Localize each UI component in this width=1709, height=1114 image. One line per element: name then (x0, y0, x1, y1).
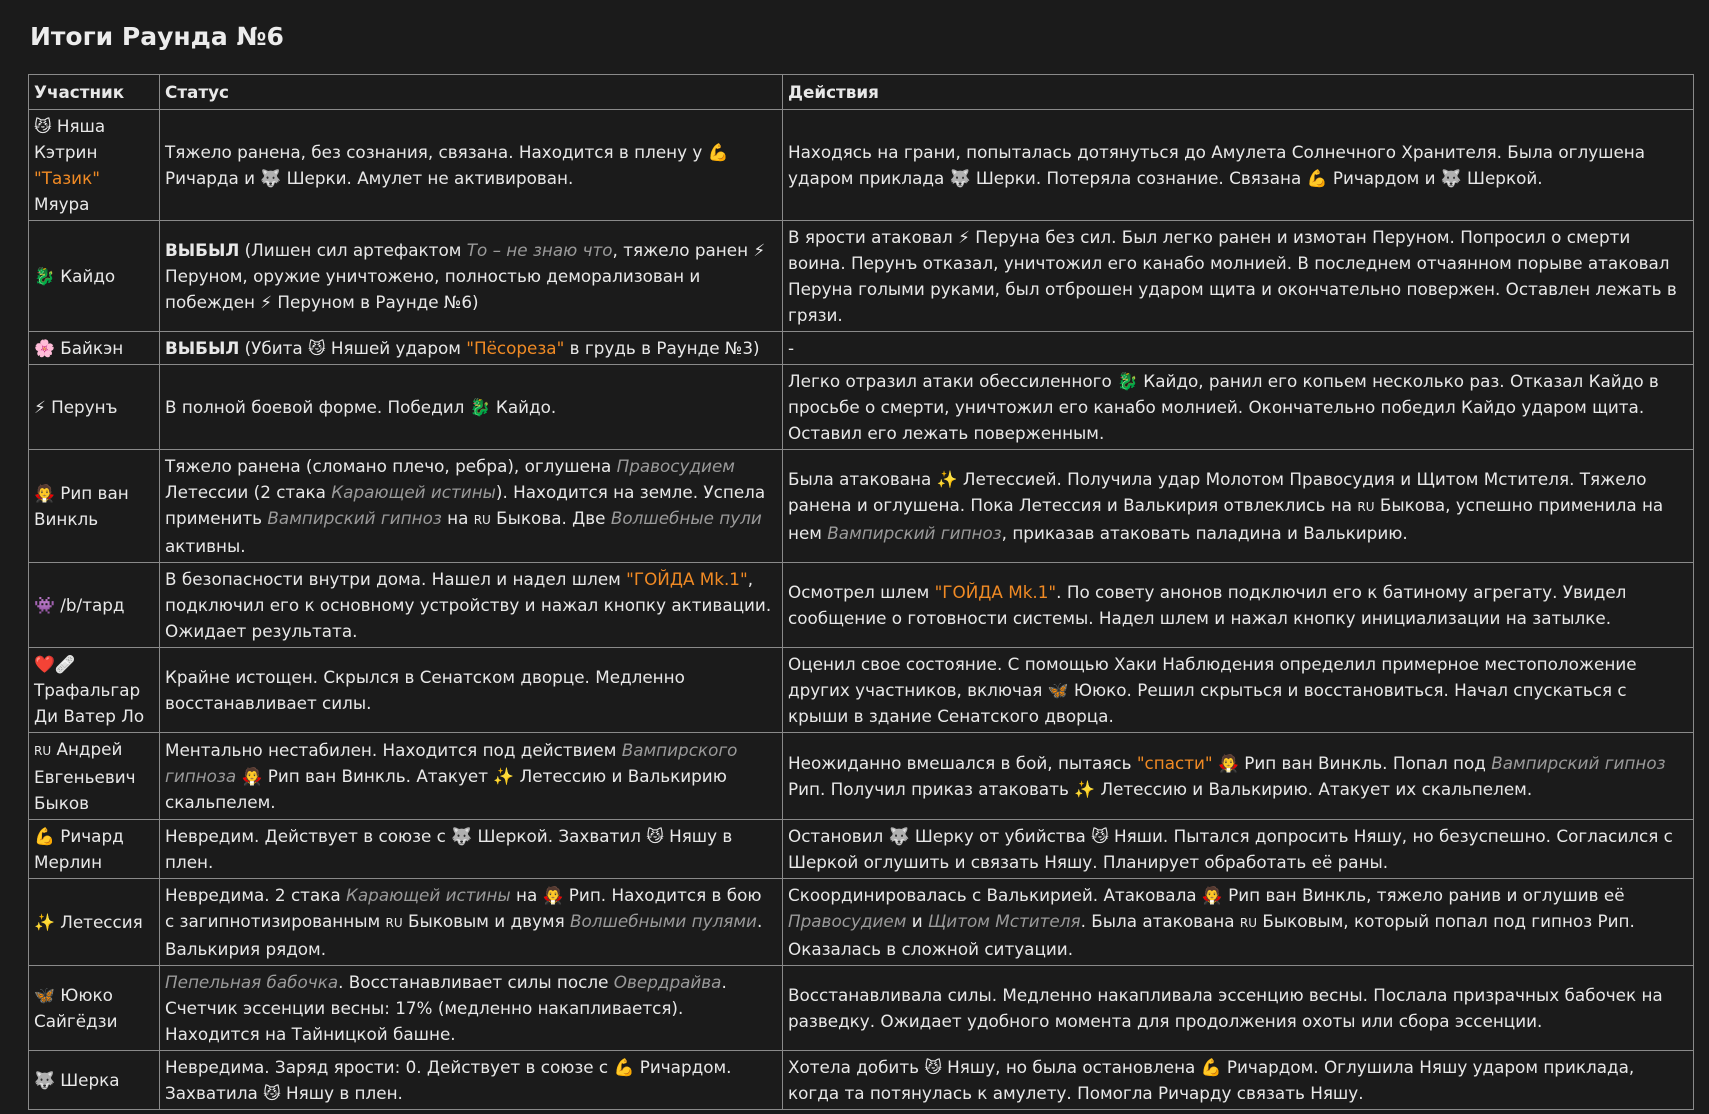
ability-text: Вампирский гипноз (267, 508, 442, 528)
cell-text: В полной боевой форме. Победил 🐉 Кайдо. (165, 397, 557, 417)
cell-actions (783, 966, 1694, 1051)
cell-text: 🦋 Ююко Сайгёдзи (34, 985, 118, 1031)
cell-text: В ярости атаковал ⚡ Перуна без сил. Был легко ранен и измотан Перуном. Попросил о смерти воина. Перунъ отказал, уничтожил его канабо молнией. В последнем отчаянном порыве атаковал Перуна голыми руками, был отброшен ударом щита и окончательно повержен. Оставлен лежать в грязи. (788, 227, 1677, 325)
cell-text: 🧛 Рип ван Винкль. Попал под (1212, 753, 1492, 773)
cell-text: 😼 Няша Кэтрин (34, 116, 106, 162)
cell-text: ⚡ Перунъ (34, 397, 118, 417)
table-row (29, 820, 1694, 879)
cell-text: Невредима. 2 стака (165, 885, 346, 905)
cell-text: . Валькирия рядом. (165, 911, 763, 959)
table-row (29, 221, 1694, 332)
cell-status (160, 110, 783, 221)
ability-text: Карающей истины (345, 885, 511, 905)
cell-text: на (441, 508, 474, 528)
cell-participant (29, 110, 160, 221)
column-header-actions: Действия (783, 75, 1694, 110)
highlight-text: "ГОЙДА Mk.1" (934, 582, 1057, 602)
cell-status (160, 1051, 783, 1110)
column-header-participant: Участник (29, 75, 160, 110)
cell-text: Находясь на грани, попыталась дотянуться до Амулета Солнечного Хранителя. Была оглушена ударом приклада 🐺 Шерки. Потеряла сознание. Связана 💪 Ричардом и 🐺 Шеркой. (788, 142, 1646, 188)
cell-actions (783, 563, 1694, 648)
cell-participant (29, 332, 160, 365)
flag-ru-icon: RU (385, 916, 403, 930)
cell-text: Ментально нестабилен. Находится под действием (165, 740, 622, 760)
cell-text: Хотела добить 😼 Няшу, но была остановлена 💪 Ричардом. Оглушила Няшу ударом приклада, когда та потянулась к амулету. Помогла Ричарду связать Няшу. (788, 1057, 1635, 1103)
cell-text: ). Находится на земле. Успела применить (165, 482, 766, 528)
cell-text: ❤️🩹 Трафальгар Ди Ватер Ло (34, 654, 145, 726)
cell-actions (783, 733, 1694, 820)
cell-actions (783, 879, 1694, 966)
results-table (28, 74, 1694, 1110)
cell-actions (783, 648, 1694, 733)
page-title: Итоги Раунда №6 (30, 22, 284, 51)
table-row (29, 966, 1694, 1051)
table-row (29, 648, 1694, 733)
cell-text: , подключил его к основному устройству и нажал кнопку активации. Ожидает результата. (165, 569, 772, 641)
ability-text: То – не знаю что (466, 240, 613, 260)
highlight-text: "Тазик" (34, 168, 100, 188)
table-header-row (29, 75, 1694, 110)
flag-ru-icon: RU (1357, 500, 1375, 514)
highlight-text: "спасти" (1136, 753, 1213, 773)
cell-text: в грудь в Раунде №3) (564, 338, 760, 358)
cell-text: . Была атакована (1080, 911, 1240, 931)
ability-text: Волшебные пули (610, 508, 762, 528)
cell-text: , тяжело ранен ⚡ Перуном, оружие уничтожено, полностью деморализован и побежден ⚡ Перуном в Раунде №6) (165, 240, 766, 312)
cell-text: . Восстанавливает силы после (338, 972, 614, 992)
cell-text: (Лишен сил артефактом (239, 240, 467, 260)
table-row (29, 365, 1694, 450)
cell-status (160, 365, 783, 450)
flag-ru-icon: RU (1239, 916, 1257, 930)
cell-text: Летессии (2 стака (165, 482, 332, 502)
ability-text: Вампирского гипноза (165, 740, 738, 786)
cell-participant (29, 733, 160, 820)
cell-text: Быкова, успешно применила на нем (788, 495, 1664, 543)
cell-status (160, 648, 783, 733)
ability-text: Волшебными пулями (570, 911, 757, 931)
cell-actions (783, 221, 1694, 332)
cell-text: Невредим. Действует в союзе с 🐺 Шеркой. Захватил 😼 Няшу в плен. (165, 826, 733, 872)
ability-text: Вампирский гипноз (827, 523, 1002, 543)
cell-status (160, 221, 783, 332)
table-body (29, 110, 1694, 1110)
cell-participant (29, 365, 160, 450)
cell-text: Скоординировалась с Валькирией. Атаковала 🧛 Рип ван Винкль, тяжело ранив и оглушив её (788, 885, 1625, 905)
cell-participant (29, 966, 160, 1051)
flag-ru-icon: RU (34, 744, 52, 758)
cell-participant (29, 450, 160, 563)
cell-participant (29, 563, 160, 648)
cell-actions (783, 820, 1694, 879)
cell-text: Восстанавливала силы. Медленно накапливала эссенцию весны. Послала призрачных бабочек на разведку. Ожидает удобного момента для продолжения охоты или сбора эссенции. (788, 985, 1663, 1031)
cell-text: активны. (165, 536, 246, 556)
cell-actions (783, 365, 1694, 450)
cell-status (160, 332, 783, 365)
cell-text: Рип. Получил приказ атаковать ✨ Летессию и Валькирию. Атакует их скальпелем. (788, 779, 1533, 799)
cell-text: (Убита 😼 Няшей ударом (239, 338, 467, 358)
cell-text: на 🧛 Рип. Находится в бою с загипнотизированным (165, 885, 762, 931)
page-content (28, 0, 1693, 1110)
cell-status (160, 966, 783, 1051)
ability-text: Правосудием (788, 911, 907, 931)
table-row (29, 733, 1694, 820)
cell-text: Остановил 🐺 Шерку от убийства 😼 Няши. Пытался допросить Няшу, но безуспешно. Согласился с Шеркой оглушить и связать Няшу. Планирует обработать её раны. (788, 826, 1673, 872)
cell-text: и (906, 911, 928, 931)
ability-text: Щитом Мстителя (927, 911, 1081, 931)
cell-text: 🐉 Кайдо (34, 266, 116, 286)
cell-status (160, 450, 783, 563)
ability-text: Карающей истины (331, 482, 496, 502)
cell-status (160, 563, 783, 648)
cell-actions (783, 1051, 1694, 1110)
table-row (29, 1051, 1694, 1110)
cell-text: Мяура (34, 194, 90, 214)
cell-text: Оценил свое состояние. С помощью Хаки Наблюдения определил примерное местоположение других участников, включая 🦋 Ююко. Решил скрыться и восстановиться. Начал спускаться с крыши в здание Сенатского дворца. (788, 654, 1637, 726)
cell-text: . По совету анонов подключил его к батиному агрегату. Увидел сообщение о готовности системы. Надел шлем и нажал кнопку инициализации на затылке. (788, 582, 1627, 628)
table-row (29, 879, 1694, 966)
cell-text: ✨ Летессия (34, 912, 143, 932)
cell-text: Была атакована ✨ Летессией. Получила удар Молотом Правосудия и Щитом Мстителя. Тяжело ранена и оглушена. Пока Летессия и Валькирия отвлеклись на (788, 469, 1647, 515)
cell-status (160, 733, 783, 820)
eliminated-label: ВЫБЫЛ (165, 240, 240, 260)
cell-status (160, 820, 783, 879)
cell-text: Осмотрел шлем (788, 582, 935, 602)
cell-text: Крайне истощен. Скрылся в Сенатском дворце. Медленно восстанавливает силы. (165, 667, 685, 713)
cell-status (160, 879, 783, 966)
cell-text: Быковым и двумя (402, 911, 571, 931)
table-row (29, 332, 1694, 365)
cell-participant (29, 820, 160, 879)
cell-text: Андрей Евгеньевич Быков (34, 739, 136, 813)
table-row (29, 110, 1694, 221)
cell-participant (29, 1051, 160, 1110)
cell-text: - (788, 338, 795, 358)
cell-text: 🌸 Байкэн (34, 338, 124, 358)
cell-text: Тяжело ранена (сломано плечо, ребра), оглушена (165, 456, 617, 476)
ability-text: Вампирский гипноз (1491, 753, 1666, 773)
cell-participant (29, 648, 160, 733)
cell-actions (783, 110, 1694, 221)
cell-participant (29, 221, 160, 332)
cell-text: Неожиданно вмешался в бой, пытаясь (788, 753, 1137, 773)
cell-actions (783, 450, 1694, 563)
ability-text: Правосудием (616, 456, 735, 476)
highlight-text: "Пёсореза" (466, 338, 565, 358)
ability-text: Пепельная бабочка (165, 972, 339, 992)
cell-text: Быкова. Две (490, 508, 611, 528)
cell-text: Быковым, который попал под гипноз Рип. Оказалась в сложной ситуации. (788, 911, 1635, 959)
cell-text: Невредима. Заряд ярости: 0. Действует в союзе с 💪 Ричардом. Захватила 😼 Няшу в плен. (165, 1057, 732, 1103)
cell-text: Легко отразил атаки обессиленного 🐉 Кайдо, ранил его копьем несколько раз. Отказал Кайдо в просьбе о смерти, уничтожил его канабо молнией. Окончательно победил Кайдо ударом щита. Оставил его лежать поверженным. (788, 371, 1659, 443)
table-row (29, 450, 1694, 563)
cell-text: . Счетчик эссенции весны: 17% (медленно накапливается). Находится на Тайницкой башне. (165, 972, 727, 1044)
cell-text: Тяжело ранена, без сознания, связана. Находится в плену у 💪 Ричарда и 🐺 Шерки. Амулет не активирован. (165, 142, 729, 188)
cell-text: 🧛 Рип ван Винкль (34, 483, 129, 529)
cell-text: 🐺 Шерка (34, 1070, 120, 1090)
cell-participant (29, 879, 160, 966)
cell-text: 🧛 Рип ван Винкль. Атакует ✨ Летессию и Валькирию скальпелем. (165, 766, 727, 812)
cell-text: 💪 Ричард Мерлин (34, 826, 124, 872)
cell-actions (783, 332, 1694, 365)
eliminated-label: ВЫБЫЛ (165, 338, 240, 358)
flag-ru-icon: RU (473, 513, 491, 527)
cell-text: 👾 /b/тард (34, 595, 125, 615)
table-row (29, 563, 1694, 648)
cell-text: , приказав атаковать паладина и Валькирию. (1001, 523, 1408, 543)
column-header-status: Статус (160, 75, 783, 110)
ability-text: Овердрайва (613, 972, 722, 992)
highlight-text: "ГОЙДА Mk.1" (626, 569, 748, 589)
cell-text: В безопасности внутри дома. Нашел и надел шлем (165, 569, 627, 589)
